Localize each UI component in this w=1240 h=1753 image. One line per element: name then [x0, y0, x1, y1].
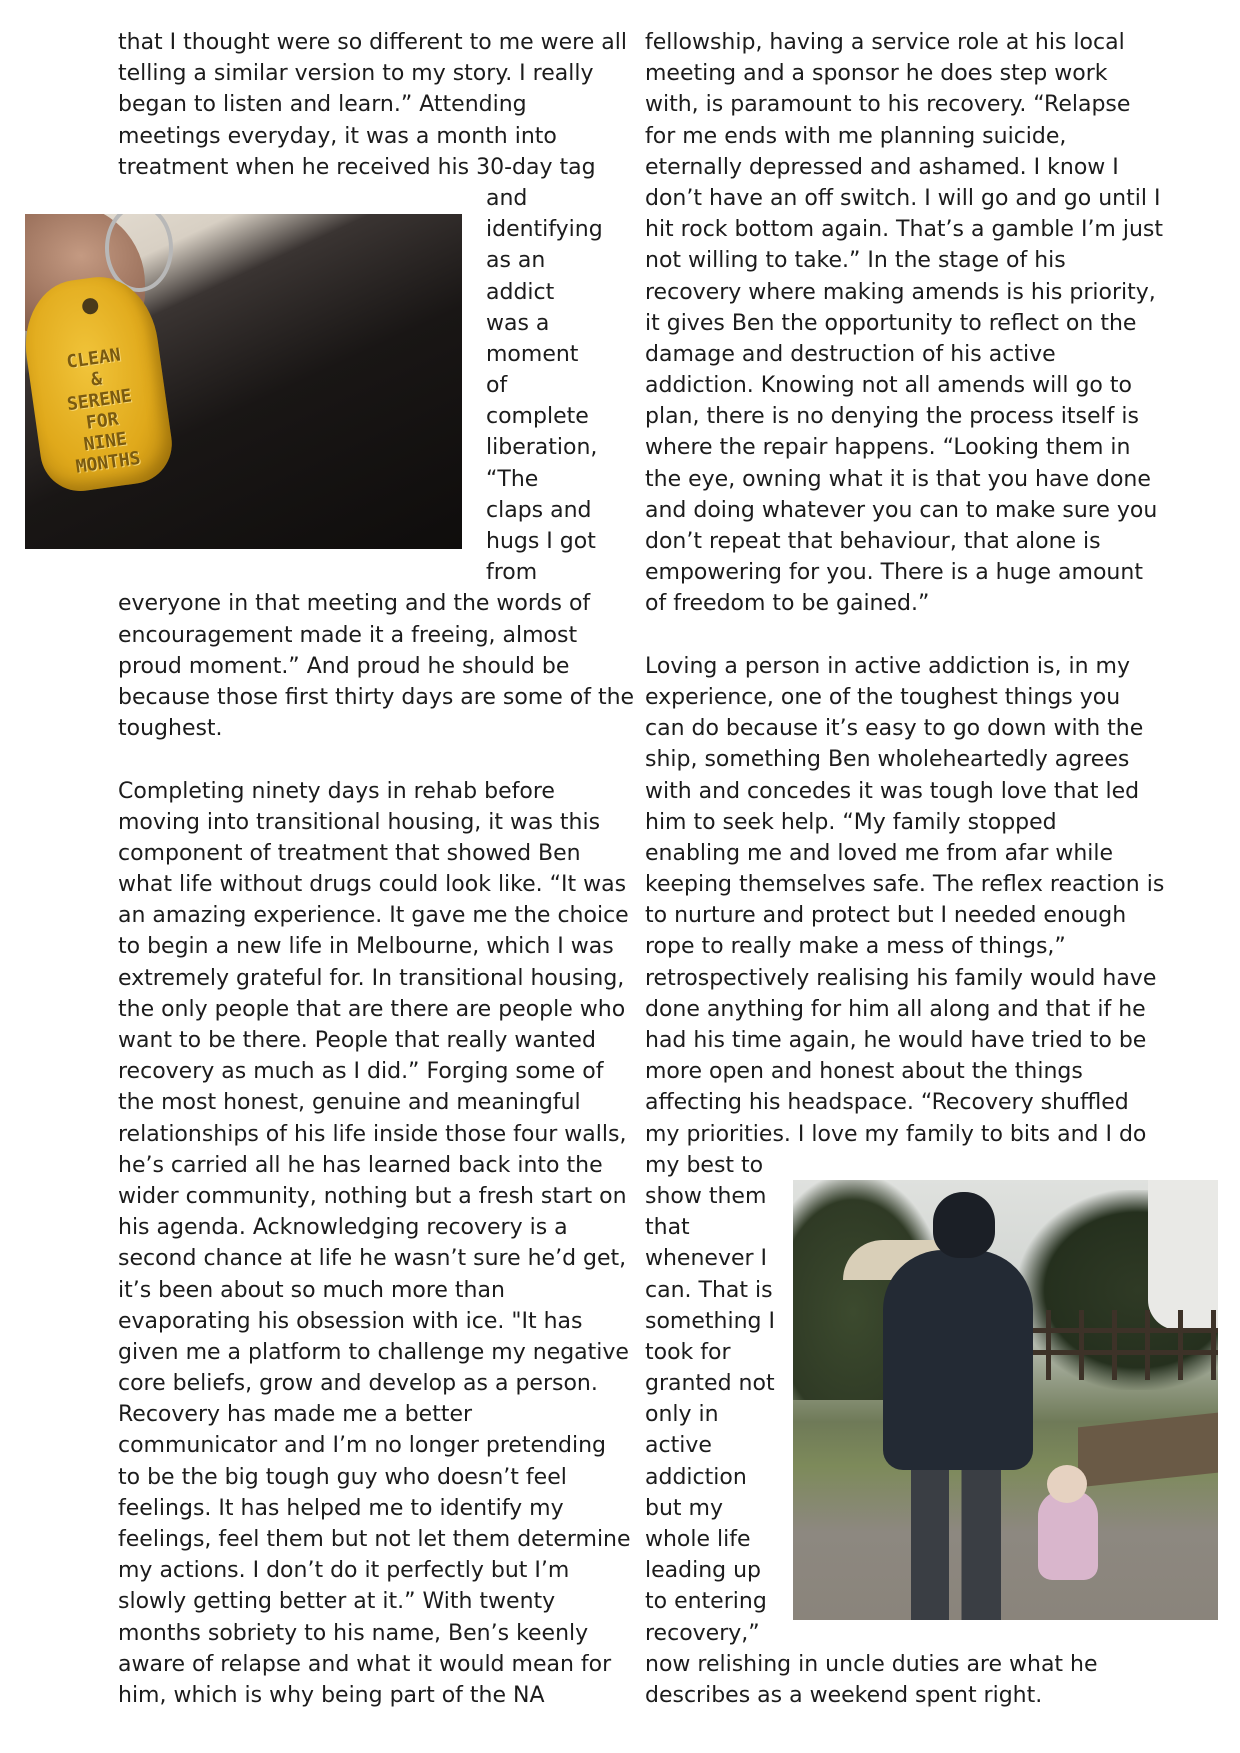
text-line: done anything for him all along and that if he: [645, 996, 1146, 1022]
text-line: began to listen and learn.” Attending: [118, 92, 527, 118]
text-line: something I: [645, 1308, 775, 1334]
text-line: Completing ninety days in rehab before: [118, 778, 555, 804]
text-line: to entering: [645, 1589, 767, 1615]
text-line: slowly getting better at it.” With twenty: [118, 1589, 556, 1615]
umbrella-right: [1148, 1180, 1218, 1330]
text-line: whenever I: [645, 1246, 768, 1272]
text-line: can. That is: [645, 1277, 773, 1303]
text-line: feelings, feel them but not let them determine: [118, 1527, 631, 1552]
text-line: wider community, nothing but a fresh start on: [118, 1183, 627, 1209]
text-line: liberation,: [486, 435, 598, 461]
text-line: that I thought were so different to me were all: [118, 30, 627, 55]
text-line: meeting and a sponsor he does step work: [645, 61, 1108, 87]
paragraph-gap: [645, 620, 1145, 651]
text-line: took for: [645, 1339, 731, 1365]
text-line: only in: [645, 1402, 719, 1428]
text-line: to be the big tough guy who doesn’t feel: [118, 1464, 567, 1490]
text-line: an amazing experience. It gave me the choice: [118, 903, 629, 929]
text-line: show them: [645, 1183, 767, 1209]
keytag: [25, 270, 177, 496]
man-figure: [883, 1250, 1033, 1470]
text-line: given me a platform to challenge my negative: [118, 1339, 629, 1365]
text-line: but my: [645, 1495, 723, 1521]
keytag-photo: [25, 214, 462, 549]
text-line: retrospectively realising his family would have: [645, 965, 1157, 991]
text-line: encouragement made it a freeing, almost: [118, 622, 578, 648]
text-line: Loving a person in active addiction is, in my: [645, 653, 1130, 679]
text-line: my priorities. I love my family to bits and I do: [645, 1121, 1147, 1147]
text-line: months sobriety to his name, Ben’s keenly: [118, 1620, 589, 1646]
text-line: active: [645, 1433, 712, 1459]
text-line: aware of relapse and what it would mean for: [118, 1651, 612, 1677]
text-line: experience, one of the toughest things you: [645, 684, 1121, 710]
text-line: that: [645, 1215, 690, 1241]
man-legs: [911, 1460, 1001, 1620]
text-line: communicator and I’m no longer pretending: [118, 1433, 607, 1459]
text-line: “The: [486, 466, 539, 492]
text-line: leading up: [645, 1558, 762, 1584]
text-line: eternally depressed and ashamed. I know I: [645, 154, 1119, 180]
text-line: and: [486, 185, 528, 211]
text-line: evaporating his obsession with ice. "It has: [118, 1308, 583, 1334]
text-line: not willing to take.” In the stage of his: [645, 248, 1066, 274]
text-line: it’s been about so much more than: [118, 1277, 505, 1303]
text-line: and doing whatever you can to make sure you: [645, 497, 1158, 523]
text-line: the only people that are there are people who: [118, 996, 626, 1022]
text-line: damage and destruction of his active: [645, 341, 1056, 367]
text-line: to begin a new life in Melbourne, which I was: [118, 934, 614, 960]
text-line: had his time again, he would have tried to be: [645, 1028, 1147, 1053]
text-line: enabling me and loved me from afar while: [645, 840, 1114, 866]
text-line: affecting his headspace. “Recovery shuffled: [645, 1090, 1129, 1116]
text-line: with, is paramount to his recovery. “Relapse: [645, 92, 1131, 118]
text-line: what life without drugs could look like. “It was: [118, 872, 627, 898]
text-line: Recovery has made me a better: [118, 1402, 473, 1428]
text-line: identifying: [486, 217, 603, 243]
text-line: recovery as much as I did.” Forging some of: [118, 1059, 604, 1085]
text-line: he’s carried all he has learned back into the: [118, 1152, 603, 1178]
text-line: the most honest, genuine and meaningful: [118, 1090, 581, 1116]
text-line: telling a similar version to my story. I really: [118, 61, 594, 87]
text-line: second chance at life he wasn’t sure he’d get,: [118, 1246, 627, 1272]
text-line: my actions. I don’t do it perfectly but I’m: [118, 1558, 570, 1584]
text-line: recovery where making amends is his priority,: [645, 279, 1156, 305]
text-line: relationships of his life inside those four walls,: [118, 1121, 627, 1147]
text-line: my best to: [645, 1152, 764, 1178]
text-line: it gives Ben the opportunity to reflect on the: [645, 310, 1137, 336]
paragraph-gap: [118, 744, 618, 775]
text-line: him, which is why being part of the NA: [118, 1682, 545, 1708]
text-line: plan, there is no denying the process itself is: [645, 404, 1139, 430]
text-line: component of treatment that showed Ben: [118, 840, 581, 866]
text-line: moving into transitional housing, it was this: [118, 809, 601, 835]
text-line: describes as a weekend spent right.: [645, 1682, 1043, 1708]
text-line: recovery,”: [645, 1620, 760, 1646]
text-line: feelings. It has helped me to identify my: [118, 1495, 564, 1521]
text-line: don’t have an off switch. I will go and go until I: [645, 185, 1161, 211]
text-line: from: [486, 560, 538, 586]
child-head: [1047, 1465, 1087, 1503]
text-line: complete: [486, 404, 589, 430]
text-line: empowering for you. There is a huge amount: [645, 560, 1143, 586]
fence: [1018, 1310, 1218, 1380]
text-line: everyone in that meeting and the words of: [118, 591, 591, 617]
text-line: because those first thirty days are some of the: [118, 684, 635, 710]
text-line: claps and: [486, 497, 592, 523]
text-line: can do because it’s easy to go down with the: [645, 716, 1144, 742]
text-line: moment: [486, 341, 579, 367]
text-line: him to seek help. “My family stopped: [645, 809, 1057, 835]
text-line: proud moment.” And proud he should be: [118, 653, 570, 679]
text-line: don’t repeat that behaviour, that alone is: [645, 529, 1101, 554]
text-line: extremely grateful for. In transitional housing,: [118, 965, 625, 991]
text-line: hugs I got: [486, 529, 596, 554]
text-line: fellowship, having a service role at his local: [645, 30, 1125, 55]
text-line: for me ends with me planning suicide,: [645, 123, 1067, 149]
text-line: core beliefs, grow and develop as a person.: [118, 1371, 598, 1397]
text-line: treatment when he received his 30-day tag: [118, 154, 596, 180]
text-line: addict: [486, 279, 555, 305]
text-line: where the repair happens. “Looking them in: [645, 435, 1131, 461]
text-line: his agenda. Acknowledging recovery is a: [118, 1215, 568, 1241]
text-line: with and concedes it was tough love that led: [645, 778, 1140, 804]
text-line: addiction. Knowing not all amends will go to: [645, 373, 1132, 399]
text-line: granted not: [645, 1371, 775, 1397]
text-line: to nurture and protect but I needed enough: [645, 903, 1127, 929]
text-line: now relishing in uncle duties are what he: [645, 1651, 1098, 1677]
text-line: of freedom to be gained.”: [645, 591, 930, 617]
text-line: meetings everyday, it was a month into: [118, 123, 557, 149]
text-line: more open and honest about the things: [645, 1059, 1083, 1085]
text-line: whole life: [645, 1527, 751, 1552]
text-line: toughest.: [118, 716, 223, 742]
text-line: rope to really make a mess of things,”: [645, 934, 1066, 960]
text-line: of: [486, 373, 508, 399]
text-line: want to be there. People that really wanted: [118, 1028, 596, 1053]
keytag-hole: [81, 297, 99, 315]
man-head: [933, 1192, 995, 1258]
text-line: as an: [486, 248, 546, 274]
picnic-table: [1078, 1413, 1218, 1488]
keytag-text: CLEAN & SERENE FOR NINE MONTHS: [65, 344, 142, 478]
text-line: ship, something Ben wholeheartedly agrees: [645, 747, 1130, 773]
text-line: the eye, owning what it is that you have done: [645, 466, 1151, 492]
text-line: addiction: [645, 1464, 747, 1490]
child-figure: [1038, 1490, 1098, 1580]
text-line: hit rock bottom again. That’s a gamble I’m just: [645, 217, 1163, 243]
text-line: keeping themselves safe. The reflex reaction is: [645, 872, 1165, 898]
text-line: was a: [486, 310, 550, 336]
walking-photo: [793, 1180, 1218, 1620]
